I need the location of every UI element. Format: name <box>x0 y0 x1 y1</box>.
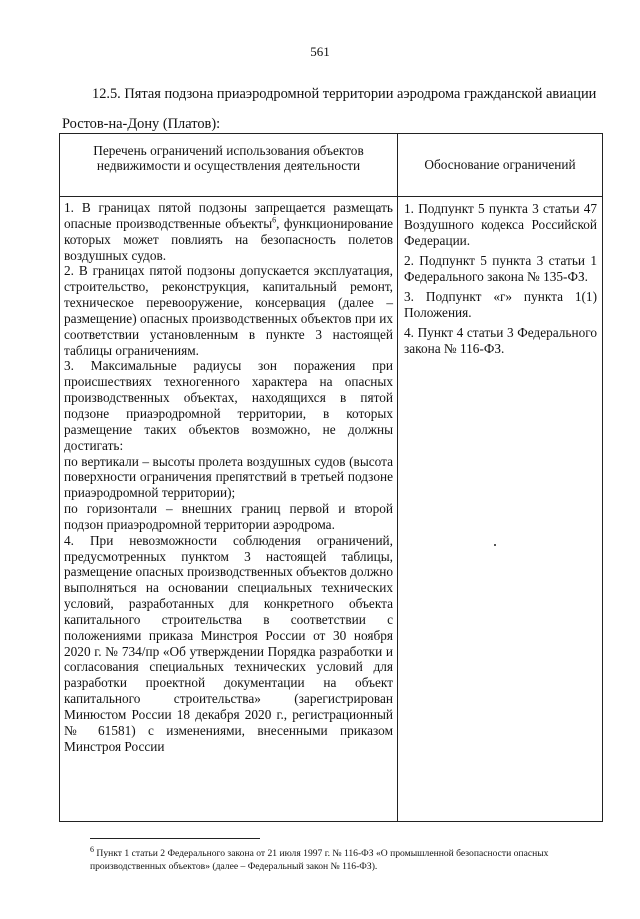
section-heading-continuation: Ростов-на-Дону (Платов): <box>62 116 221 132</box>
footnote-text: Пункт 1 статьи 2 Федерального закона от 21 июля 1997 г. № 116-ФЗ «О промышленной безопасности опасных производственных объектов» (далее – Федеральный закон № 116-ФЗ). <box>90 848 549 872</box>
column-header-restrictions: Перечень ограничений использования объектов недвижимости и осуществления деятельности <box>60 134 398 197</box>
footnote-separator <box>90 838 260 839</box>
restriction-item: 2. В границах пятой подзоны допускается эксплуатация, строительство, реконструкция, капитальный ремонт, техническое перевооружение, консервация (далее – размещение) опасных производственных объектов при их соответствии установленным в пункте 3 настоящей таблицы ограничениям. <box>64 263 393 358</box>
restriction-item: 4. При невозможности соблюдения ограничений, предусмотренных пунктом 3 настоящей таблицы, размещение опасных производственных объектов должно выполняться на основании специальных технических условий, разработанных для конкретного объекта капитального строительства в соответствии с положениями приказа Минстроя России от 30 ноября 2020 г. № 734/пр «Об утверждении Порядка разработки и согласования специальных технических условий для разработки проектной документации на объект капитального строительства» (зарегистрирован Минюстом России 18 декабря 2020 г., регистрационный № 61581) с изменениями, внесенными приказом Минстроя России <box>64 532 393 754</box>
column-header-justification: Обоснование ограничений <box>398 134 603 197</box>
restriction-item: 1. В границах пятой подзоны запрещается размещать опасные производственные объекты$^6$, функционирование которых может повлиять на безопасность полетов воздушных судов. <box>64 200 393 263</box>
restrictions-cell <box>60 197 398 822</box>
footnote <box>90 844 600 873</box>
justification-item: 1. Подпункт 5 пункта 3 статьи 47 Воздушного кодекса Российской Федерации. <box>404 201 597 248</box>
justification-cell <box>398 197 603 822</box>
scan-speck <box>494 544 496 546</box>
justification-item: 2. Подпункт 5 пункта 3 статьи 1 Федерального закона № 135-ФЗ. <box>404 253 597 284</box>
restriction-item-horizontal: по горизонтали – внешних границ первой и второй подзон приаэродромной территории аэродрома. <box>64 501 393 532</box>
justification-item: 3. Подпункт «г» пункта 1(1) Положения. <box>404 289 597 320</box>
page-number: 561 <box>310 44 330 59</box>
table-body-row <box>60 197 603 822</box>
footnote-marker: 6 <box>90 844 94 854</box>
restriction-item: 3. Максимальные радиусы зон поражения при происшествиях техногенного характера на опасных производственных объектах, находящихся в пятой подзоне приаэродромной территории, в которых размещение таких объектов возможно, не должны достигать: <box>64 358 393 453</box>
section-heading: 12.5. Пятая подзона приаэродромной территории аэродрома гражданской авиации <box>92 86 597 102</box>
footnote-reference: 6 <box>272 215 277 225</box>
restriction-item-vertical: по вертикали – высоты пролета воздушных судов (высота поверхности ограничения препятствий в третьей подзоне приаэродромной территории); <box>64 453 393 501</box>
table-header-row <box>60 134 603 197</box>
justification-item: 4. Пункт 4 статьи 3 Федерального закона № 116-ФЗ. <box>404 325 597 356</box>
restrictions-table <box>59 133 603 822</box>
